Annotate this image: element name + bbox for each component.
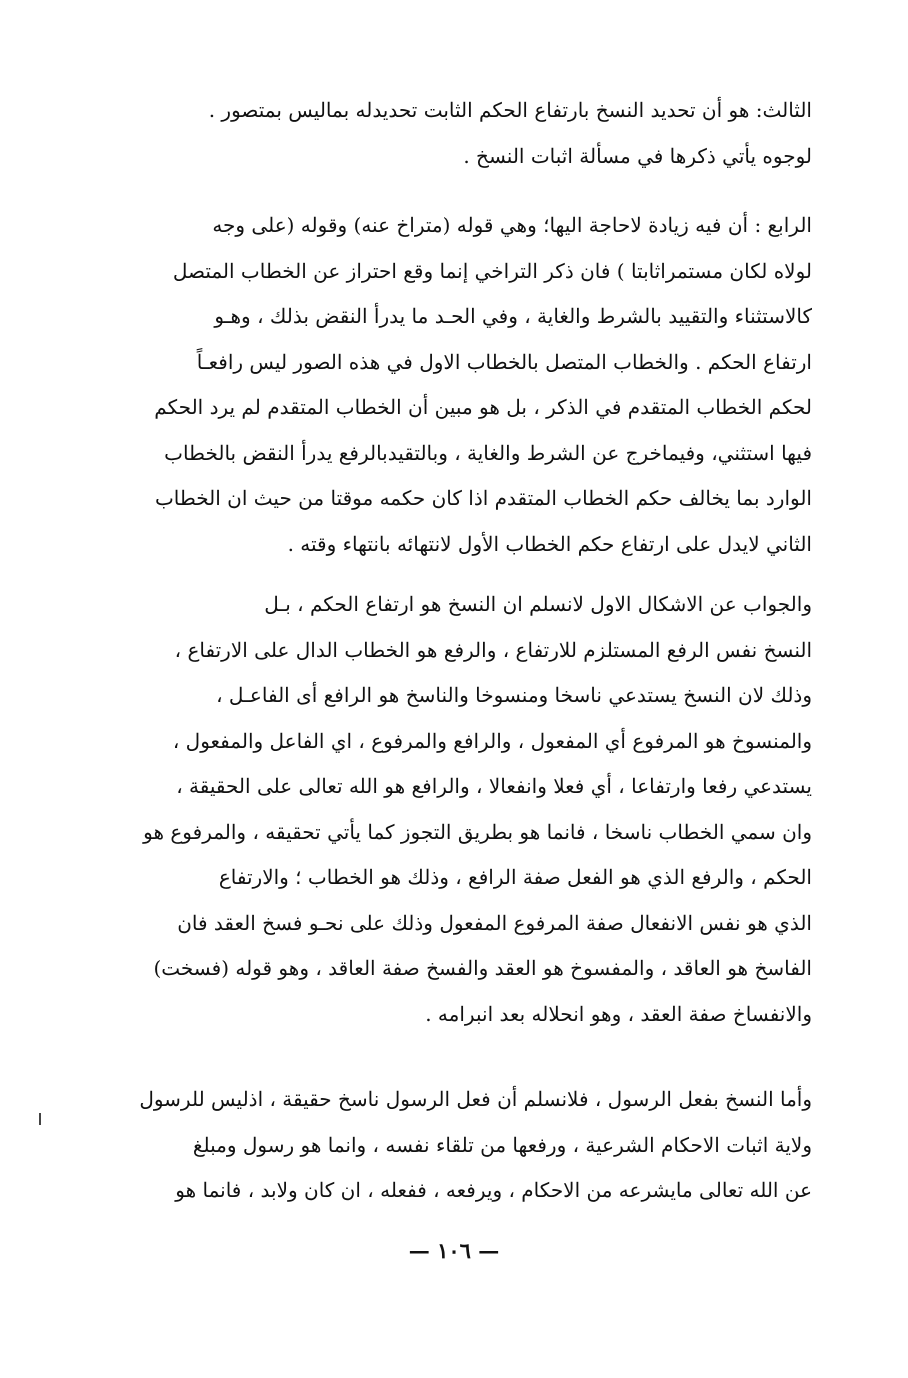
- text-line: وذلك لان النسخ يستدعي ناسخا ومنسوخا والناسخ هو الرافع أى الفاعـل ،: [216, 683, 812, 707]
- paragraph-fourth-objection: [84, 203, 812, 567]
- text-line: وان سمي الخطاب ناسخا ، فانما هو بطريق التجوز كما يأتي تحقيقه ، والمرفوع هو: [143, 819, 812, 844]
- text-line: والانفساخ صفة العقد ، وهو انحلاله بعد انبرامه .: [425, 1001, 812, 1026]
- paragraph-prophet-action: [84, 1077, 812, 1214]
- text-line: والجواب عن الاشكال الاول لانسلم ان النسخ هو ارتفاع الحكم ، بـل: [264, 592, 812, 616]
- text-line: ولاية اثبات الاحكام الشرعية ، ورفعها من تلقاء نفسه ، وانما هو رسول ومبلغ: [192, 1132, 812, 1157]
- page-number: — ١٠٦ —: [408, 1238, 500, 1263]
- text-line: عن الله تعالى مايشرعه من الاحكام ، ويرفعه ، ففعله ، ان كان ولابد ، فانما هو: [175, 1178, 812, 1202]
- margin-mark: [39, 1113, 41, 1125]
- text-line: الحكم ، والرفع الذي هو الفعل صفة الرافع ، وذلك هو الخطاب ؛ والارتفاع: [218, 865, 812, 889]
- text-line: الفاسخ هو العاقد ، والمفسوخ هو العقد والفسخ صفة العاقد ، وهو قوله (فسخت): [153, 956, 812, 980]
- text-line: فيها استثني، وفيماخرج عن الشرط والغاية ، وبالتقيدبالرفع يدرأ النقض بالخطاب: [164, 440, 812, 465]
- text-line: الذي هو نفس الانفعال صفة المرفوع المفعول وذلك على نحـو فسخ العقد فان: [177, 910, 812, 935]
- text-line: الوارد بما يخالف حكم الخطاب المتقدم اذا كان حكمه موقتا من حيث ان الخطاب: [154, 486, 812, 510]
- text-line: يستدعي رفعا وارتفاعا ، أي فعلا وانفعالا ، والرافع هو الله تعالى على الحقيقة ،: [176, 774, 812, 798]
- text-line: والمنسوخ هو المرفوع أي المفعول ، والرافع والمرفوع ، اي الفاعل والمفعول ،: [172, 728, 812, 753]
- text-line: لحكم الخطاب المتقدم في الذكر ، بل هو مبين أن الخطاب المتقدم لم يرد الحكم: [154, 395, 812, 419]
- text-line: الثالث: هو أن تحديد النسخ بارتفاع الحكم الثابت تحديدله بماليس بمتصور .: [208, 98, 812, 122]
- text-line: كالاستثناء والتقييد بالشرط والغاية ، وفي الحـد ما يدرأ النقض بذلك ، وهـو: [214, 304, 812, 328]
- text-line: ارتفاع الحكم . والخطاب المتصل بالخطاب الاول في هذه الصور ليس رافعـاً: [196, 349, 812, 374]
- text-line: لوجوه يأتي ذكرها في مسألة اثبات النسخ .: [463, 143, 812, 168]
- text-line: لولاه لكان مستمراثابتا ) فان ذكر التراخي إنما وقع احتراز عن الخطاب المتصل: [172, 258, 812, 283]
- text-line: وأما النسخ بفعل الرسول ، فلانسلم أن فعل الرسول ناسخ حقيقة ، اذليس للرسول: [139, 1087, 812, 1111]
- text-line: الرابع : أن فيه زيادة لاحاجة اليها؛ وهي قوله (متراخ عنه) وقوله (على وجه: [212, 213, 812, 237]
- text-line: الثاني لايدل على ارتفاع حكم الخطاب الأول لانتهائه بانتهاء وقته .: [287, 531, 812, 556]
- text-line: النسخ نفس الرفع المستلزم للارتفاع ، والرفع هو الخطاب الدال على الارتفاع ،: [174, 637, 812, 662]
- paragraph-answer-first: [84, 582, 812, 1037]
- paragraph-third-objection: [84, 88, 812, 179]
